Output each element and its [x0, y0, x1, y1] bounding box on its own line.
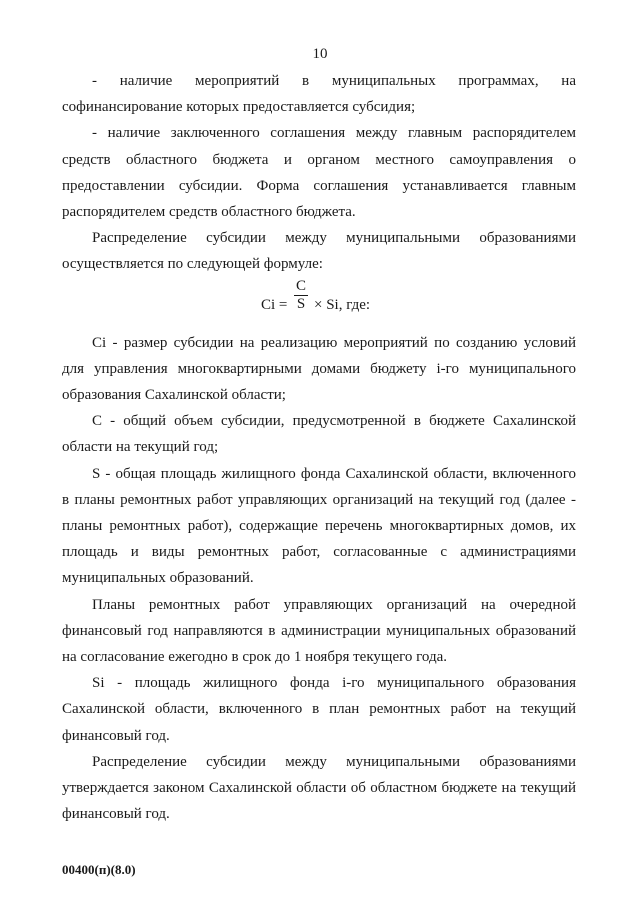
definition-si: Si - площадь жилищного фонда i-го муниципального образования Сахалинской области, включенного в план ремонтных работ на текущий финансовый год. [62, 675, 576, 744]
formula-fraction [294, 278, 308, 313]
definition-c: C - общий объем субсидии, предусмотренной в бюджете Сахалинской области на текущий год; [62, 413, 576, 456]
subsidy-formula [62, 278, 576, 330]
document-code-footer: 00400(п)(8.0) [62, 862, 136, 877]
paragraph-repair-plans: Планы ремонтных работ управляющих организаций на очередной финансовый год направляются в администрации муниципальных образований на согласование ежегодно в срок до 1 ноября текущего года. [62, 596, 576, 666]
formula-denominator: S [296, 295, 306, 312]
definition-ci: Ci - размер субсидии на реализацию мероприятий по созданию условий для управления многоквартирными домами бюджету i-го муниципального образования Сахалинской области; [62, 334, 576, 404]
formula-rhs: × Si, где: [314, 296, 371, 313]
definition-s: S - общая площадь жилищного фонда Сахалинской области, включенного в планы ремонтных работ управляющих организаций на текущий год (далее - планы ремонтных работ), содержащие перечень многоквартирных домов, их площадь и виды ремонтных работ, согласованные с администрациями муниципальных образований. [62, 465, 576, 587]
paragraph-distribution-intro: Распределение субсидии между муниципальными образованиями осуществляется по следующей формуле: [62, 230, 576, 273]
paragraph-agreement: - наличие заключенного соглашения между главным распорядителем средств областного бюджета и органом местного самоуправления о предоставлении субсидии. Форма соглашения устанавливается главным распорядителем средств областного бюджета. [62, 125, 576, 221]
document-body [62, 68, 576, 827]
formula-lhs: Ci = [261, 296, 288, 313]
paragraph-measures-in-programs: - наличие мероприятий в муниципальных программах, на софинансирование которых предоставляется субсидия; [62, 73, 576, 116]
page-number: 10 [312, 46, 328, 62]
paragraph-distribution-approval: Распределение субсидии между муниципальными образованиями утверждается законом Сахалинской области об областном бюджете на текущий финансовый год. [62, 753, 576, 823]
formula-numerator: C [295, 277, 306, 294]
